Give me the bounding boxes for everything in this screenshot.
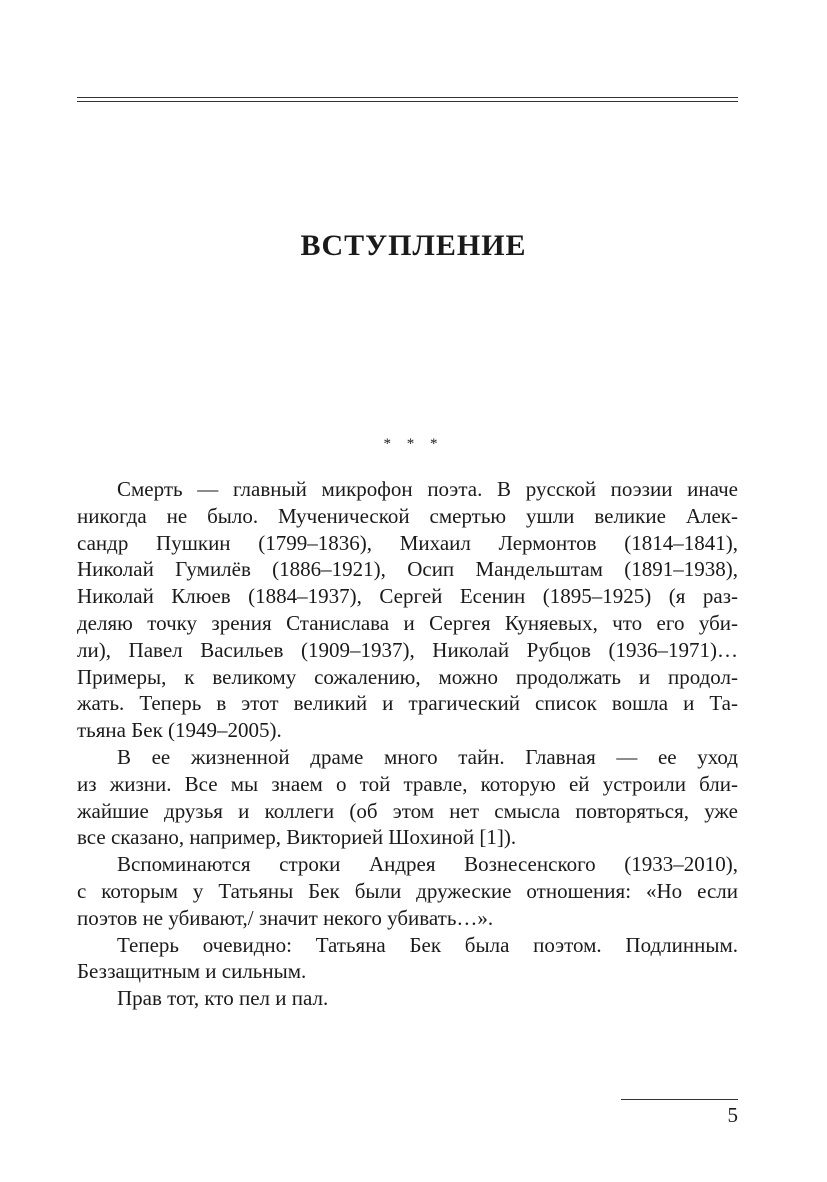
text-line: деляю точку зрения Станислава и Сергея Куняевых, что его уби- [77,610,738,635]
text-line: поэтов не убивают,/ значит некого убивать…». [77,905,494,930]
text-line: Прав тот, кто пел и пал. [117,986,329,1011]
text-line: Николай Гумилёв (1886–1921), Осип Мандельштам (1891–1938), [77,557,738,582]
paragraph [77,476,738,744]
text-line: сандр Пушкин (1799–1836), Михаил Лермонтов (1814–1841), [77,530,738,555]
text-line: с которым у Татьяны Бек были дружеские отношения: «Но если [77,878,738,903]
text-line: жать. Теперь в этот великий и трагический список вошла и Та- [77,691,738,716]
text-line: Беззащитным и сильным. [77,959,307,984]
text-line: никогда не было. Мученической смертью ушли великие Алек- [77,503,738,528]
text-line: Смерть — главный микрофон поэта. В русской поэзии иначе [117,477,738,501]
section-separator: * * * [383,436,444,452]
text-line: Вспоминаются строки Андрея Вознесенского (1933–2010), [117,852,738,877]
header-rule-bottom [77,101,738,102]
paragraph [77,932,738,986]
page-number: 5 [727,1103,738,1127]
text-line: Николай Клюев (1884–1937), Сергей Есенин (1895–1925) (я раз- [77,584,738,609]
text-line: тьяна Бек (1949–2005). [77,718,282,743]
footer-rule [621,1099,738,1100]
text-line: В ее жизненной драме много тайн. Главная — ее уход [117,744,738,769]
paragraph [77,744,738,851]
text-line: Примеры, к великому сожалению, можно продолжать и продол- [77,664,738,689]
text-line: Теперь очевидно: Татьяна Бек была поэтом. Подлинным. [117,932,738,957]
header-rule-top [77,97,738,98]
body-text [77,476,738,1012]
text-line: ли), Павел Васильев (1909–1937), Николай Рубцов (1936–1971)… [77,637,738,662]
text-line: из жизни. Все мы знаем о той травле, которую ей устроили бли- [77,771,738,796]
text-line: все сказано, например, Викторией Шохиной [1]). [77,825,517,850]
text-line: жайшие друзья и коллеги (об этом нет смысла повторяться, уже [77,798,738,823]
paragraph [77,851,738,931]
chapter-heading: ВСТУПЛЕНИЕ [300,229,527,262]
paragraph [77,985,738,1012]
